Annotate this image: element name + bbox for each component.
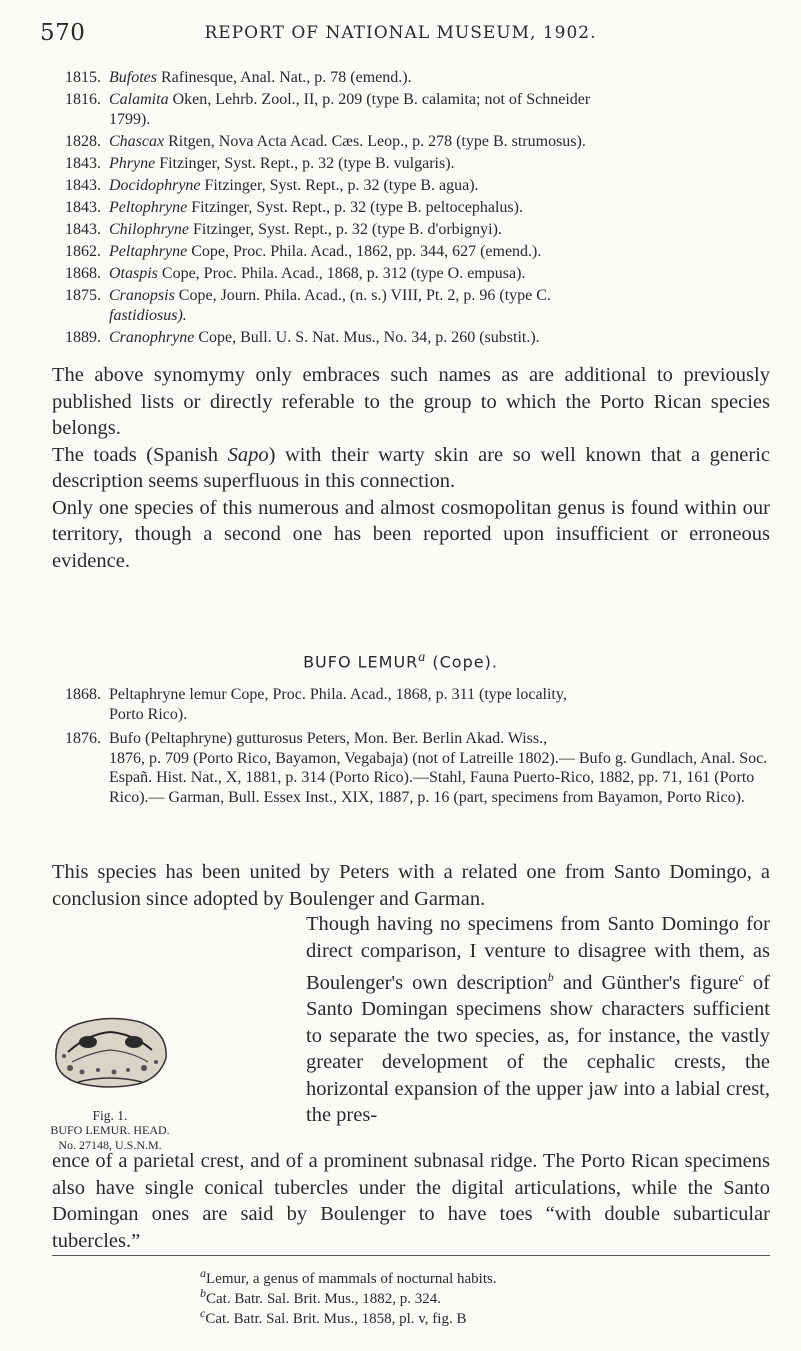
figure-label: Fig. 1. <box>92 1108 128 1123</box>
synonymy-entry: 1889. Cranophryne Cope, Bull. U. S. Nat. Mus., No. 34, p. 260 (substit.). <box>65 329 540 346</box>
figure-caption-line: No. 27148, U.S.N.M. <box>58 1138 162 1152</box>
footnote: $^c$Cat. Batr. Sal. Brit. Mus., 1858, pl. v, fig. B <box>200 1306 467 1327</box>
synonymy-entry: 1868. Otaspis Cope, Proc. Phila. Acad., 1868, p. 312 (type O. empusa). <box>65 265 526 282</box>
body-paragraph-lead: This species has been united by Peters with a related one from Santo Domingo, a conclusion since adopted by Boulenger and Garman. <box>52 861 770 910</box>
synonymy-entry-continuation: 1799). <box>109 111 151 128</box>
reference-entry: 1876. Bufo (Peltaphryne) gutturosus Peters, Mon. Ber. Berlin Akad. Wiss., 1876, p. 709 (Porto Rico, Bayamon, Vegabaja) (not of Latreille 1802).— Bufo g. Gundlach, Anal. Soc. Españ. Hist. Nat., X, 1881, p. 314 (Porto Rico).—Stahl, Fauna Puerto-Rico, 1882, pp. 71, 161 (Porto Rico).— Garman, Bull. Essex Inst., XIX, 1887, p. 16 (part, specimens from Bayamon, Porto Rico). <box>65 730 768 806</box>
synonymy-entry: 1816. Calamita Oken, Lehrb. Zool., II, p. 209 (type B. calamita; not of Schneider <box>65 91 591 108</box>
footnote-divider <box>52 1255 770 1256</box>
intro-paragraph: The above synomymy only embraces such names as are additional to previously published lists or directly referable to the group to which the Porto Rican species belongs. The toads (Spanish Sapo) with their warty skin are so well known that a generic description seems superfluous in this connection. Only one species of this numerous and almost cosmopolitan genus is found within our territory, though a second one has been reported upon insufficient or erroneous evidence. <box>52 364 770 572</box>
synonymy-entry: 1875. Cranopsis Cope, Journ. Phila. Acad., (n. s.) VIII, Pt. 2, p. 96 (type C. <box>65 287 551 304</box>
running-title: REPORT OF NATIONAL MUSEUM, 1902. <box>204 23 597 43</box>
species-heading: BUFO LEMURa (Cope). <box>303 650 498 672</box>
figure-caption <box>40 1108 180 1153</box>
synonymy-entry: 1843. Chilophryne Fitzinger, Syst. Rept., p. 32 (type B. d'orbignyi). <box>65 221 502 238</box>
body-paragraph-wrap: Though having no specimens from Santo Domingo for direct comparison, I venture to disagree with them, as Boulenger's own description$^b$ and Günther's figure$^c$ of Santo Domingan specimens show characters sufficient to separate the two species, as, for instance, the vastly greater development of the cephalic crests, the horizontal expansion of the upper jaw into a labial crest, the pres- <box>306 913 770 1127</box>
footnote: $^b$Cat. Batr. Sal. Brit. Mus., 1882, p. 324. <box>200 1286 442 1307</box>
synonymy-entry: 1843. Phryne Fitzinger, Syst. Rept., p. 32 (type B. vulgaris). <box>65 155 455 172</box>
synonymy-entry: 1843. Docidophryne Fitzinger, Syst. Rept., p. 32 (type B. agua). <box>65 177 479 194</box>
figure-caption-line: BUFO LEMUR. HEAD. <box>50 1123 170 1137</box>
synonymy-entry-continuation: fastidiosus). <box>109 307 187 324</box>
footnote: $^a$Lemur, a genus of mammals of nocturnal habits. <box>200 1266 497 1287</box>
reference-entry: 1868. Peltaphryne lemur Cope, Proc. Phila. Acad., 1868, p. 311 (type locality, Porto Rico). <box>65 686 567 723</box>
synonymy-entry: 1815. Bufotes Rafinesque, Anal. Nat., p. 78 (emend.). <box>65 69 412 86</box>
body-paragraph-end: ence of a parietal crest, and of a prominent subnasal ridge. The Porto Rican specimens also have single conical tubercles under the digital articulations, while the Santo Domingan ones are said by Boulenger to have toes “with double subarticular tubercles.” <box>52 1150 770 1252</box>
page-number: 570 <box>40 20 86 46</box>
synonymy-entry: 1862. Peltaphryne Cope, Proc. Phila. Acad., 1862, pp. 344, 627 (emend.). <box>65 243 542 260</box>
toad-head-illustration <box>48 1012 174 1092</box>
synonymy-entry: 1828. Chascax Ritgen, Nova Acta Acad. Cæs. Leop., p. 278 (type B. strumosus). <box>65 133 586 150</box>
page-header <box>40 20 761 50</box>
toad-head-drawing <box>48 1012 174 1092</box>
synonymy-entry: 1843. Peltophryne Fitzinger, Syst. Rept., p. 32 (type B. peltocephalus). <box>65 199 523 216</box>
